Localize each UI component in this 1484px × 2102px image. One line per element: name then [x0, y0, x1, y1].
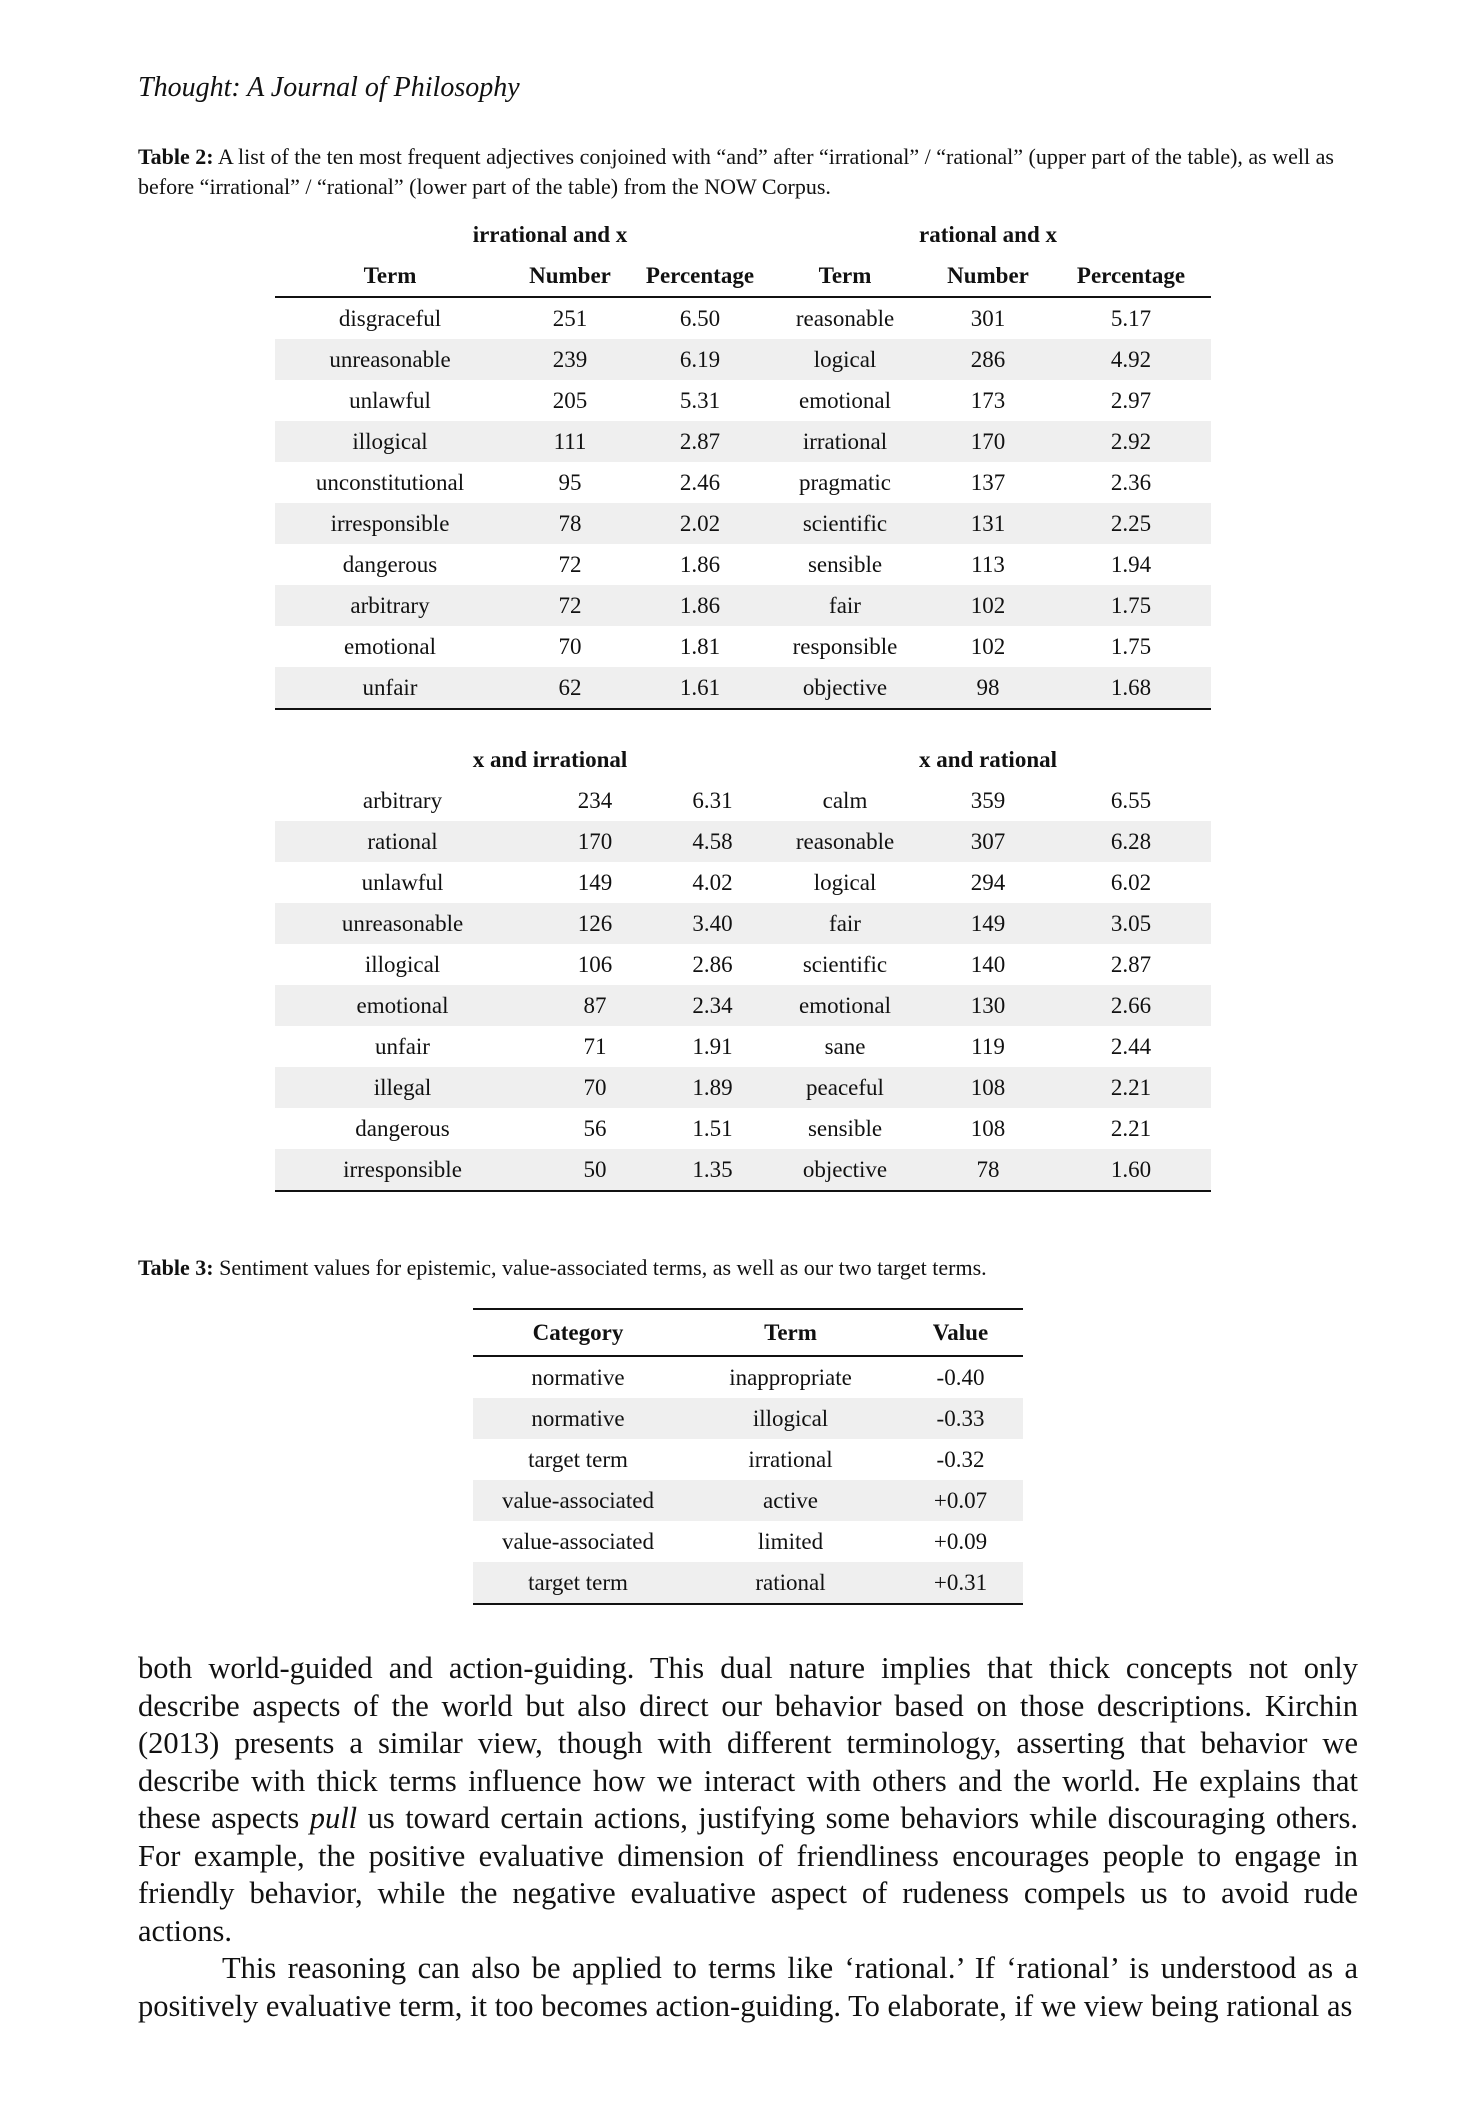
table-cell: 239	[505, 339, 635, 380]
table-cell: 50	[530, 1149, 660, 1191]
table-cell: unfair	[275, 667, 505, 709]
table-cell: 2.92	[1051, 421, 1211, 462]
table-cell: fair	[765, 903, 925, 944]
table-cell: 95	[558, 469, 582, 495]
table-cell: rational	[275, 821, 530, 862]
table-row	[275, 544, 1211, 585]
table-cell: 2.34	[660, 985, 765, 1026]
table-cell: value-associated	[473, 1480, 683, 1521]
table3	[473, 1308, 1023, 1605]
col-term: Term	[683, 1309, 898, 1356]
col-number: Number	[505, 255, 635, 297]
table-cell: 111	[505, 421, 635, 462]
table-cell: 286	[925, 339, 1051, 380]
table-cell: objective	[765, 667, 925, 709]
table-row	[473, 1480, 1023, 1521]
table-cell: unlawful	[361, 869, 444, 895]
table-cell: 307	[925, 821, 1051, 862]
table-row	[275, 903, 1211, 944]
table-cell: 1.68	[1051, 667, 1211, 709]
table-cell: responsible	[792, 633, 898, 659]
table-cell: 87	[530, 985, 660, 1026]
upper-left-title: irrational and x	[472, 222, 628, 247]
table-cell: pragmatic	[799, 469, 891, 495]
table-cell: 2.21	[1110, 1115, 1152, 1141]
col-value: Value	[898, 1309, 1023, 1356]
table-cell: sensible	[807, 551, 883, 577]
table-cell: arbitrary	[275, 585, 505, 626]
table-cell: 71	[583, 1033, 607, 1059]
table-row	[275, 462, 1211, 503]
paragraph-2: This reasoning can also be applied to terms like ‘rational.’ If ‘rational’ is understood as a positively evaluative term, it too becomes action-guiding. To elaborate, if we view being rational as	[138, 1951, 1358, 2023]
table-cell: 126	[530, 903, 660, 944]
upper-right-title: rational and x	[918, 222, 1058, 247]
table-cell: 1.86	[679, 551, 721, 577]
table-cell: 72	[558, 551, 582, 577]
table-cell: unfair	[375, 1033, 430, 1059]
table-cell: 78	[505, 503, 635, 544]
table-cell: 2.97	[1110, 387, 1152, 413]
table-cell: 1.91	[692, 1033, 733, 1059]
table-cell: illogical	[364, 951, 441, 977]
table-cell: 2.21	[1051, 1067, 1211, 1108]
table-cell: 2.66	[1051, 985, 1211, 1026]
table-cell: 6.55	[1110, 787, 1152, 813]
table-cell: 251	[552, 305, 588, 331]
table-cell: sane	[824, 1033, 866, 1059]
table-cell: 131	[925, 503, 1051, 544]
table-cell: 5.17	[1110, 305, 1152, 331]
table2-upper	[275, 215, 1211, 710]
table-row	[275, 667, 1211, 709]
table-cell: 2.02	[635, 503, 765, 544]
table-cell: logical	[813, 869, 877, 895]
table-cell: normative	[531, 1364, 625, 1390]
table-cell: 6.28	[1051, 821, 1211, 862]
table-cell: calm	[822, 787, 868, 813]
table-cell: 4.92	[1051, 339, 1211, 380]
table-cell: -0.40	[936, 1364, 985, 1390]
table-cell: 137	[970, 469, 1006, 495]
table-cell: 2.86	[692, 951, 733, 977]
table-cell: 1.35	[660, 1149, 765, 1191]
table-cell: illogical	[683, 1398, 898, 1439]
table2-caption	[138, 142, 1348, 202]
table-cell: value-associated	[502, 1528, 654, 1554]
table-cell: scientific	[802, 951, 888, 977]
table-cell: 170	[925, 421, 1051, 462]
table-cell: dangerous	[342, 551, 438, 577]
table-cell: 4.58	[660, 821, 765, 862]
table-row	[275, 339, 1211, 380]
table-cell: 98	[925, 667, 1051, 709]
table-cell: inappropriate	[729, 1364, 852, 1390]
table-cell: logical	[765, 339, 925, 380]
table-row	[275, 585, 1211, 626]
table-cell: illogical	[275, 421, 505, 462]
col-term: Term	[765, 255, 925, 297]
table-row	[275, 1108, 1211, 1149]
table-cell: sensible	[807, 1115, 883, 1141]
table-cell: target term	[528, 1446, 628, 1472]
table-cell: 2.44	[1110, 1033, 1152, 1059]
table-cell: emotional	[275, 985, 530, 1026]
table-cell: emotional	[344, 633, 436, 659]
table-cell: emotional	[765, 985, 925, 1026]
table-cell: 6.19	[635, 339, 765, 380]
table-cell: limited	[757, 1528, 824, 1554]
table-cell: 301	[970, 305, 1006, 331]
table-row	[275, 380, 1211, 421]
body-text	[138, 1650, 1358, 2025]
col-percentage: Percentage	[635, 255, 765, 297]
table-row	[473, 1356, 1023, 1398]
table-cell: 149	[925, 903, 1051, 944]
table-cell: 6.02	[1110, 869, 1152, 895]
table-row	[275, 780, 1211, 821]
table-cell: 294	[970, 869, 1006, 895]
table-cell: active	[683, 1480, 898, 1521]
table-cell: 70	[530, 1067, 660, 1108]
table-cell: 72	[505, 585, 635, 626]
table-row	[275, 1026, 1211, 1067]
table-cell: 149	[577, 869, 613, 895]
table-cell: 119	[971, 1033, 1005, 1059]
table-cell: 1.81	[679, 633, 721, 659]
table-cell: target term	[473, 1562, 683, 1604]
table-cell: 102	[970, 633, 1006, 659]
table-row	[275, 626, 1211, 667]
table-row	[275, 985, 1211, 1026]
table-cell: 1.89	[660, 1067, 765, 1108]
table-cell: objective	[765, 1149, 925, 1191]
p1-before: both world-guided and action-guiding. This dual nature implies that thick concepts not only describe aspects of the world but also direct our behavior based on those descriptions. Kirchin (2013) presents a similar view, though with different terminology, asserting that behavior we describe with thick terms influence how we interact with others and the world. He explains that these aspects	[138, 1651, 1358, 1835]
table-cell: normative	[473, 1398, 683, 1439]
table-cell: illegal	[275, 1067, 530, 1108]
table-row	[473, 1398, 1023, 1439]
table-row	[473, 1562, 1023, 1604]
table-cell: reasonable	[765, 821, 925, 862]
table-row	[275, 944, 1211, 985]
table-cell: unreasonable	[275, 903, 530, 944]
table-cell: peaceful	[765, 1067, 925, 1108]
table-cell: 106	[577, 951, 613, 977]
table-cell: 205	[552, 387, 588, 413]
table-cell: 130	[925, 985, 1051, 1026]
table-cell: 1.94	[1110, 551, 1152, 577]
table-cell: 173	[970, 387, 1006, 413]
table-cell: 1.75	[1110, 633, 1152, 659]
table-row	[473, 1439, 1023, 1480]
table-cell: 1.86	[635, 585, 765, 626]
table-cell: 56	[583, 1115, 607, 1141]
table-row	[275, 862, 1211, 903]
table-row	[275, 821, 1211, 862]
table-cell: 234	[577, 787, 613, 813]
col-number: Number	[925, 255, 1051, 297]
table-cell: 1.60	[1051, 1149, 1211, 1191]
table2-caption-text: A list of the ten most frequent adjectives conjoined with “and” after “irrational” / “rational” (upper part of the table), as well as before “irrational” / “rational” (lower part of the table) from the NOW Corpus.	[138, 144, 1334, 199]
table-row	[275, 503, 1211, 544]
table-cell: 3.40	[660, 903, 765, 944]
table-cell: unconstitutional	[315, 469, 465, 495]
table-cell: unlawful	[349, 387, 431, 413]
table-cell: 2.87	[1110, 951, 1152, 977]
table-row	[275, 1149, 1211, 1191]
table-cell: 108	[925, 1067, 1051, 1108]
table-cell: 140	[970, 951, 1006, 977]
table-cell: irresponsible	[275, 1149, 530, 1191]
journal-header: Thought: A Journal of Philosophy	[138, 72, 520, 103]
p1-after: us toward certain actions, justifying some behaviors while discouraging others. For example, the positive evaluative dimension of friendliness encourages people to engage in friendly behavior, while the negative evaluative aspect of rudeness compels us to avoid rude actions.	[138, 1801, 1358, 1948]
table-row	[275, 297, 1211, 339]
table-cell: rational	[683, 1562, 898, 1604]
table-cell: 2.87	[635, 421, 765, 462]
table2-lower-body	[275, 780, 1211, 1191]
table-cell: scientific	[765, 503, 925, 544]
table-cell: unreasonable	[275, 339, 505, 380]
table2-caption-label: Table 2:	[138, 144, 214, 169]
table-cell: 3.05	[1051, 903, 1211, 944]
table-cell: emotional	[799, 387, 891, 413]
table-cell: 108	[970, 1115, 1006, 1141]
table-cell: 170	[530, 821, 660, 862]
table3-caption-text: Sentiment values for epistemic, value-associated terms, as well as our two target terms.	[213, 1255, 987, 1280]
table-cell: 78	[925, 1149, 1051, 1191]
table-cell: disgraceful	[338, 305, 442, 331]
table-row	[473, 1521, 1023, 1562]
table-cell: 2.46	[679, 469, 721, 495]
col-percentage: Percentage	[1051, 255, 1211, 297]
table-cell: -0.32	[936, 1446, 985, 1472]
table-cell: 70	[558, 633, 582, 659]
table-cell: irresponsible	[275, 503, 505, 544]
table-cell: dangerous	[355, 1115, 450, 1141]
col-category: Category	[473, 1309, 683, 1356]
table-cell: reasonable	[795, 305, 895, 331]
table-cell: 62	[505, 667, 635, 709]
table-cell: +0.31	[898, 1562, 1023, 1604]
lower-left-title: x and irrational	[472, 747, 628, 772]
table-cell: +0.07	[898, 1480, 1023, 1521]
table-row	[275, 421, 1211, 462]
p1-emphasis: pull	[309, 1801, 358, 1835]
table-cell: 5.31	[679, 387, 721, 413]
table-cell: 1.51	[692, 1115, 733, 1141]
table-cell: 4.02	[692, 869, 733, 895]
table3-body	[473, 1356, 1023, 1604]
table2-lower	[275, 740, 1211, 1192]
table3-caption	[138, 1253, 1348, 1283]
col-term: Term	[275, 255, 505, 297]
table-cell: 6.31	[692, 787, 733, 813]
lower-right-title: x and rational	[918, 747, 1058, 772]
table3-caption-label: Table 3:	[138, 1255, 214, 1280]
table-cell: 2.25	[1051, 503, 1211, 544]
table-cell: +0.09	[933, 1528, 988, 1554]
table-cell: irrational	[765, 421, 925, 462]
table2-upper-body	[275, 297, 1211, 709]
table-cell: fair	[765, 585, 925, 626]
table-cell: arbitrary	[362, 787, 443, 813]
table-row	[275, 1067, 1211, 1108]
table-cell: 359	[970, 787, 1006, 813]
paragraph-1	[138, 1650, 1358, 1950]
table-cell: 2.36	[1110, 469, 1152, 495]
table-cell: -0.33	[898, 1398, 1023, 1439]
table-cell: 1.61	[635, 667, 765, 709]
table-cell: 1.75	[1051, 585, 1211, 626]
table-cell: 6.50	[679, 305, 721, 331]
table-cell: 113	[971, 551, 1005, 577]
table-cell: irrational	[748, 1446, 833, 1472]
table-cell: 102	[925, 585, 1051, 626]
